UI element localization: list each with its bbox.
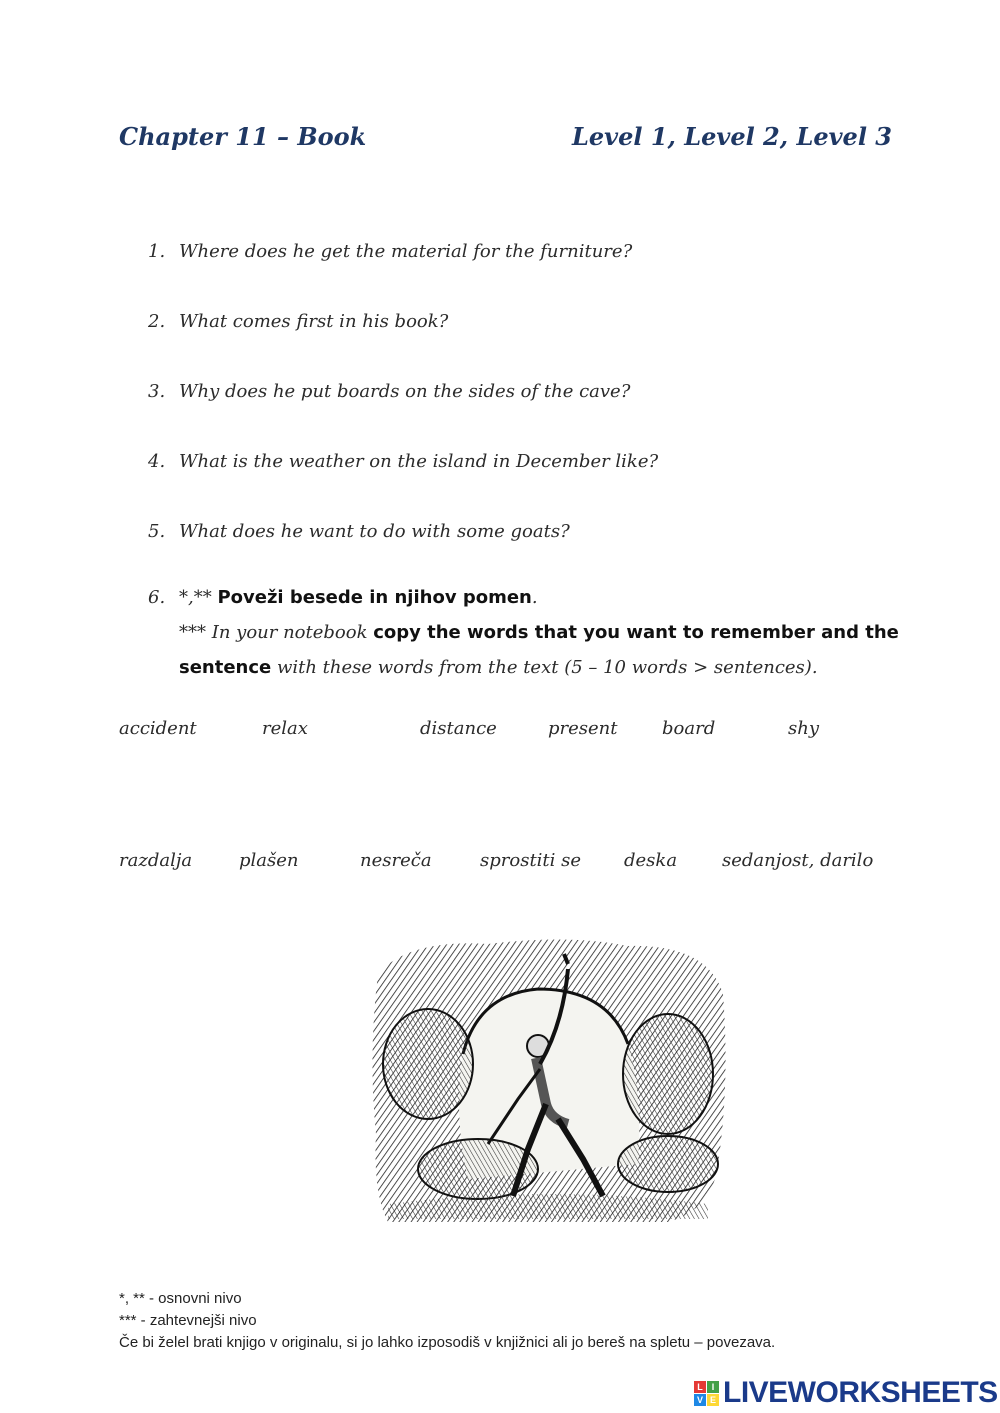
page-header	[119, 122, 892, 151]
question-item	[148, 448, 908, 475]
question-text: Where does he get the material for the furniture?	[179, 241, 633, 262]
word-card[interactable]: present	[548, 718, 618, 739]
question-number: 6.	[148, 587, 166, 608]
question-text: What does he want to do with some goats?	[179, 521, 570, 542]
meaning-card[interactable]: plašen	[239, 850, 299, 871]
task-6-sentence-word: sentence	[179, 657, 272, 678]
word-card[interactable]: shy	[788, 718, 819, 739]
task-6-item	[148, 580, 908, 685]
logo-mark-icon: L I V E	[694, 1381, 719, 1406]
question-item	[148, 238, 908, 265]
question-number: 1.	[148, 241, 166, 262]
question-text: What is the weather on the island in December like?	[179, 451, 659, 472]
question-item	[148, 308, 908, 335]
word-card[interactable]: accident	[119, 718, 197, 739]
task-6-copy-instruction: copy the words that you want to remember and the	[373, 622, 899, 643]
meaning-card[interactable]: deska	[624, 850, 678, 871]
task-6-notebook-prefix: *** In your notebook	[179, 622, 374, 643]
question-list	[148, 238, 908, 728]
footer-basic-level: *, ** - osnovni nivo	[119, 1290, 242, 1307]
meaning-card[interactable]: nesreča	[360, 850, 432, 871]
logo-text: LIVEWORKSHEETS	[723, 1376, 998, 1409]
question-item	[148, 518, 908, 545]
task-6-period: .	[531, 587, 538, 608]
footer-advanced-level: *** - zahtevnejši nivo	[119, 1312, 257, 1329]
question-number: 3.	[148, 381, 166, 402]
question-number: 4.	[148, 451, 166, 472]
liveworksheets-logo	[694, 1376, 998, 1410]
slovene-word-row	[0, 850, 1000, 880]
question-text: What comes first in his book?	[179, 311, 449, 332]
meaning-card[interactable]: sprostiti se	[480, 850, 582, 871]
task-6-text	[179, 580, 899, 685]
footer-book-note: Če bi želel brati knjigo v originalu, si jo lahko izposodiš v knjižnici ali jo bereš na spletu – povezava.	[119, 1334, 776, 1351]
word-card[interactable]: board	[662, 718, 716, 739]
task-6-rest: with these words from the text (5 – 10 words > sentences).	[271, 657, 818, 678]
english-word-row	[0, 718, 1000, 748]
question-number: 2.	[148, 311, 166, 332]
word-card[interactable]: distance	[420, 718, 497, 739]
word-card[interactable]: relax	[262, 718, 308, 739]
meaning-card[interactable]: sedanjost, darilo	[722, 850, 874, 871]
cave-illustration	[368, 934, 730, 1226]
question-item	[148, 378, 908, 405]
levels-label: Level 1, Level 2, Level 3	[571, 122, 892, 151]
task-6-instruction: Poveži besede in njihov pomen	[217, 587, 532, 608]
chapter-title: Chapter 11 – Book	[119, 122, 367, 151]
question-text: Why does he put boards on the sides of the cave?	[179, 381, 631, 402]
meaning-card[interactable]: razdalja	[119, 850, 193, 871]
question-number: 5.	[148, 521, 166, 542]
task-6-prefix: *,**	[179, 587, 218, 608]
footer-notes	[119, 1288, 775, 1354]
